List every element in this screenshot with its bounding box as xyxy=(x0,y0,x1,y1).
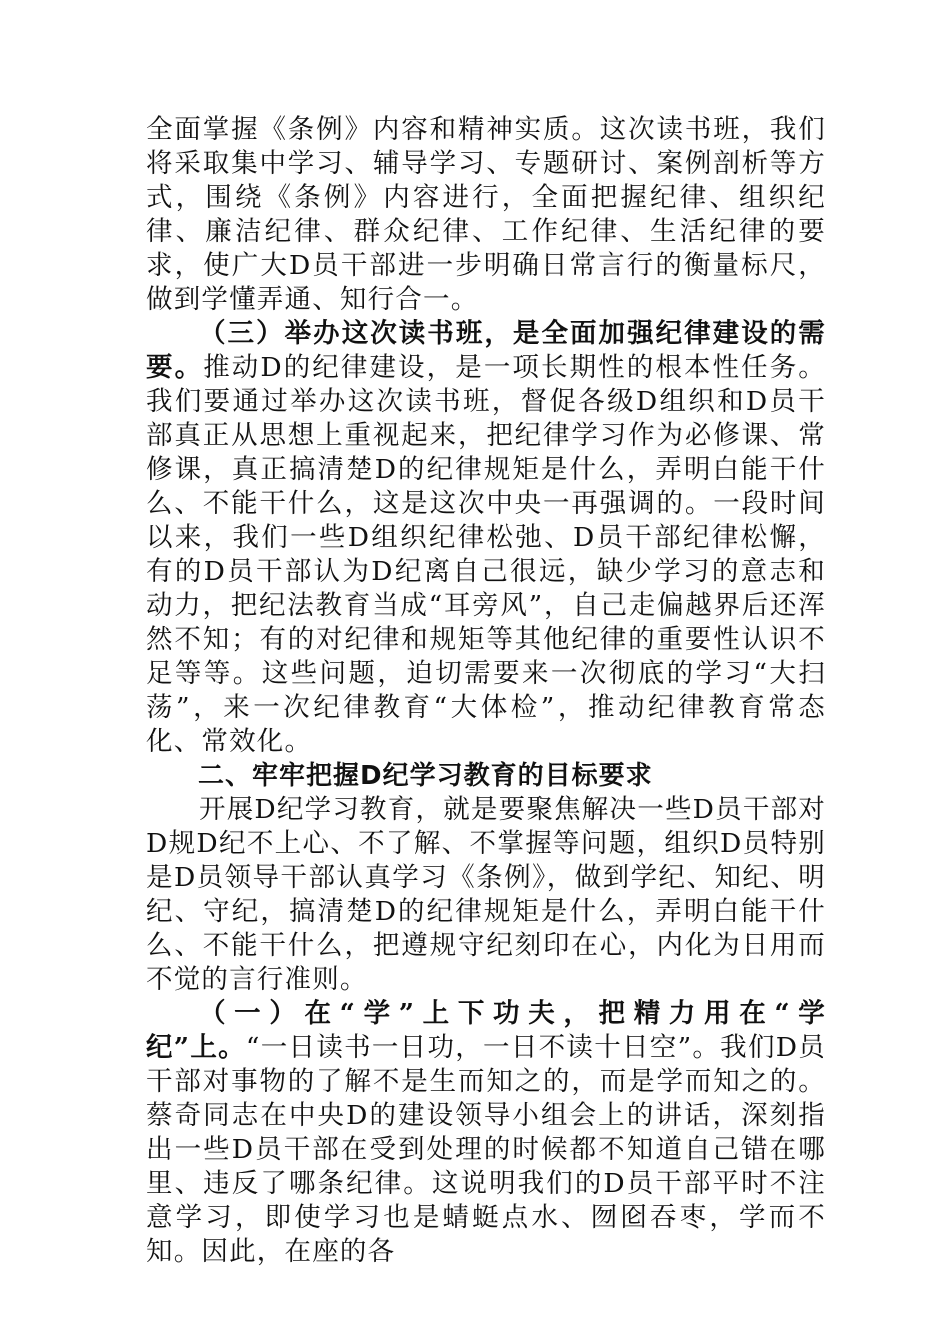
paragraph-2-lead: （三）举办这次读书班，是全面加强纪律建设的需要。 xyxy=(146,318,826,383)
document-page xyxy=(146,113,826,1269)
paragraph-2-body: 推动D的纪律建设，是一项长期性的根本性任务。我们要通过举办这次读书班，督促各级D组织和D员干部真正从思想上重视起来，把纪律学习作为必修课、常修课，真正搞清楚D的纪律规矩是什么，弄明白能干什么、不能干什么，这是这次中央一再强调的。一段时间以来，我们一些D组织纪律松弛、D员干部纪律松懈，有的D员干部认为D纪离自己很远，缺少学习的意志和动力，把纪法教育当成“耳旁风”，自己走偏越界后还浑然不知；有的对纪律和规矩等其他纪律的重要性认识不足等等。这些问题，迫切需要来一次彻底的学习“大扫荡”，来一次纪律教育“大体检”，推动纪律教育常态化、常效化。 xyxy=(146,352,826,757)
section-heading-2: 二、牢牢把握D纪学习教育的目标要求 xyxy=(198,761,653,791)
paragraph-1: 全面掌握《条例》内容和精神实质。这次读书班，我们将采取集中学习、辅导学习、专题研讨、案例剖析等方式，围绕《条例》内容进行，全面把握纪律、组织纪律、廉洁纪律、群众纪律、工作纪律、生活纪律的要求，使广大D员干部进一步明确日常言行的衡量标尺，做到学懂弄通、知行合一。 xyxy=(146,114,826,315)
paragraph-4-lead: （一）在“学”上下功夫，把精力用在“学纪”上。 xyxy=(146,998,826,1063)
paragraph-4-body: “一日读书一日功，一日不读十日空”。我们D员干部对事物的了解不是生而知之的，而是学而知之的。蔡奇同志在中央D的建设领导小组会上的讲话，深刻指出一些D员干部在受到处理的时候都不知道自己错在哪里、违反了哪条纪律。这说明我们的D员干部平时不注意学习，即使学习也是蜻蜓点水、囫囵吞枣，学而不知。因此，在座的各 xyxy=(146,1032,826,1267)
paragraph-4 xyxy=(146,997,826,1269)
paragraph-2 xyxy=(146,317,826,759)
paragraph-3: 开展D纪学习教育，就是要聚焦解决一些D员干部对D规D纪不上心、不了解、不掌握等问题，组织D员特别是D员领导干部认真学习《条例》，做到学纪、知纪、明纪、守纪，搞清楚D的纪律规矩是什么，弄明白能干什么、不能干什么，把遵规守纪刻印在心，内化为日用而不觉的言行准则。 xyxy=(146,794,826,995)
